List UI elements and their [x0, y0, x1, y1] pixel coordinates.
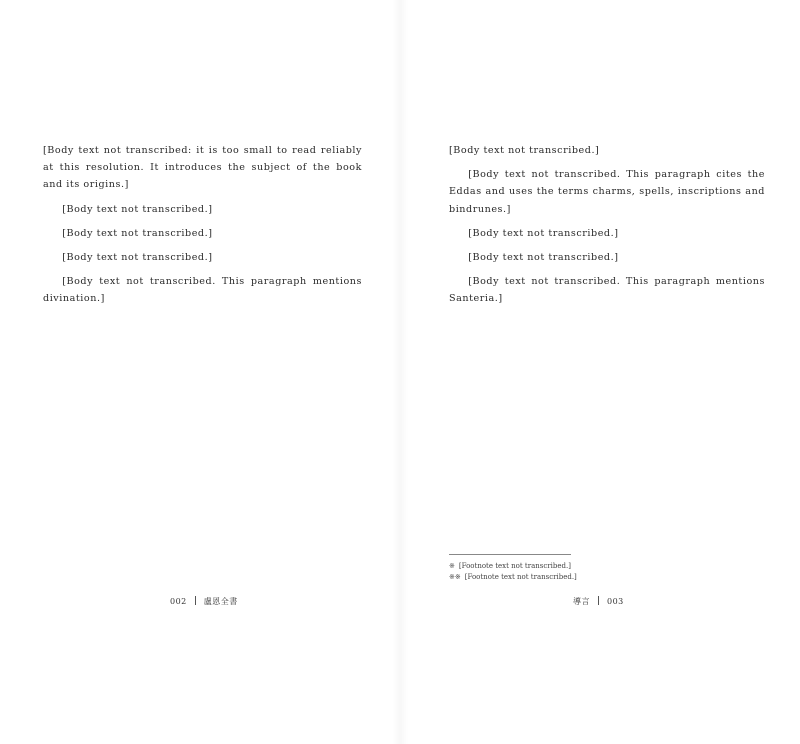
- paragraph: [Body text not transcribed.]: [468, 227, 619, 239]
- footnotes: [449, 554, 765, 583]
- left-folio: [170, 596, 238, 607]
- running-head: 導言: [573, 597, 590, 606]
- paragraph: [Body text not transcribed. This paragraph mentions Santeria.]: [449, 276, 765, 305]
- paragraph: [Body text not transcribed. This paragraph cites the Eddas and uses the terms charms, spells, inscriptions and bindrunes.]: [449, 169, 765, 215]
- running-head: 盧恩全書: [203, 597, 238, 606]
- paragraph: [Body text not transcribed: it is too small to read reliably at this resolution. It introduces the subject of the book and its origins.]: [43, 145, 362, 191]
- paragraph: [Body text not transcribed.]: [62, 227, 213, 239]
- footnote-mark: ※: [449, 562, 455, 570]
- footnote-rule: [449, 554, 571, 555]
- folio-divider: [195, 596, 196, 605]
- left-page-body: [43, 142, 362, 315]
- paragraph: [Body text not transcribed.]: [62, 203, 213, 215]
- paragraph: [Body text not transcribed.]: [62, 252, 213, 264]
- right-folio: [573, 596, 624, 607]
- page-number: 003: [607, 597, 624, 606]
- footnote: [449, 572, 765, 583]
- folio-divider: [598, 596, 599, 605]
- footnote: [449, 561, 765, 572]
- footnote-text: [Footnote text not transcribed.]: [464, 573, 577, 581]
- footnote-mark: ※※: [449, 573, 461, 581]
- paragraph: [Body text not transcribed.]: [449, 145, 600, 156]
- right-page: [400, 0, 800, 744]
- paragraph: [Body text not transcribed.]: [468, 252, 619, 264]
- footnote-text: [Footnote text not transcribed.]: [458, 562, 571, 570]
- paragraph: [Body text not transcribed. This paragraph mentions divination.]: [43, 276, 362, 305]
- page-number: 002: [170, 597, 187, 606]
- right-page-body: [449, 142, 765, 315]
